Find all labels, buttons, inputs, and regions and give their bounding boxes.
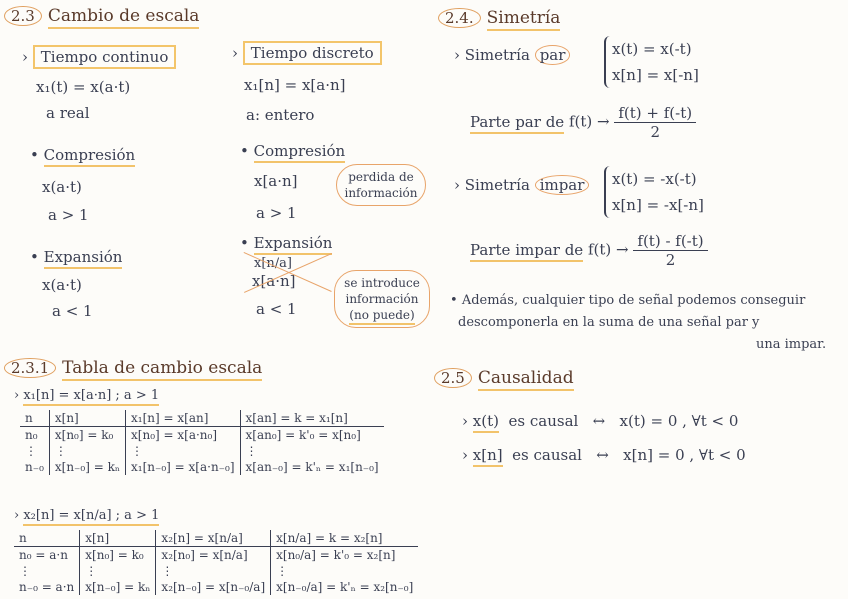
- info-introduced-text: se introduce información: [344, 276, 420, 306]
- table-header-cell: x[an] = k = x₁[n]: [240, 410, 384, 427]
- scale-table-1: [20, 410, 384, 475]
- even-eq-discrete: x[n] = x[-n]: [612, 66, 699, 84]
- table-header-row: [20, 410, 384, 427]
- compression-heading: • Compresión: [30, 146, 135, 164]
- table-cell: n₀: [25, 428, 38, 442]
- table-cell: n₋₀: [25, 460, 44, 474]
- discrete-expansion-heading: • Expansión: [240, 234, 332, 252]
- table-cell: x₂[n₋₀] = x[n₋₀/a]: [156, 579, 271, 595]
- table-cell: n₀ = a·n: [19, 548, 68, 562]
- section-title: Tabla de cambio escala: [62, 358, 262, 381]
- odd-symmetry-label: › Simetría impar: [454, 176, 589, 194]
- table-cell: ⋮: [19, 564, 31, 578]
- section-title: Cambio de escala: [48, 6, 200, 29]
- continuous-eq: x₁(t) = x(a·t): [36, 78, 131, 96]
- discrete-expansion-cond: a < 1: [256, 300, 297, 318]
- compression-cond: a > 1: [48, 206, 89, 224]
- odd-eq-continuous: x(t) = -x(-t): [612, 170, 697, 188]
- table-cell: n₋₀ = a·n: [19, 580, 75, 594]
- causal-condition: x(t) = 0 , ∀t < 0: [619, 412, 739, 430]
- section-2-3-1-heading: [4, 358, 262, 378]
- table-header-cell: x₁[n] = x[an]: [126, 410, 240, 427]
- causal-discrete-line: › x[n] es causal ↔ x[n] = 0 , ∀t < 0: [462, 446, 746, 464]
- discrete-time-label: Tiempo discreto: [243, 41, 382, 65]
- table-row: [20, 443, 384, 459]
- discrete-eq: x₁[n] = x[a·n]: [244, 76, 346, 94]
- table-cell: ⋮: [156, 563, 271, 579]
- table-cell: ⋮: [80, 563, 156, 579]
- table-cell: x[an₋₀] = k'ₙ = x₁[n₋₀]: [240, 459, 384, 475]
- even-part-label: Parte par de: [470, 113, 564, 134]
- table-row: [14, 579, 418, 595]
- compression-eq: x(a·t): [42, 178, 82, 196]
- table1-heading: › x₁[n] = x[a·n] ; a > 1: [14, 388, 159, 403]
- table-header-cell: x[n]: [49, 410, 125, 427]
- table-row: [20, 459, 384, 475]
- section-number: 2.3.1: [4, 358, 56, 378]
- table-header-cell: x[n/a] = k = x₂[n]: [271, 530, 419, 547]
- table-cell: ⋮: [126, 443, 240, 459]
- even-part-line: Parte par de f(t) → $\frac{f(t) + f(-t)}{2}$: [470, 104, 696, 141]
- table-header-cell: n: [20, 410, 49, 427]
- discrete-time-heading: › Tiempo discreto: [232, 44, 382, 62]
- iff-arrow-icon: ↔: [592, 412, 606, 430]
- table2-heading: › x₂[n] = x[n/a] ; a > 1: [14, 508, 159, 523]
- odd-eq-discrete: x[n] = -x[-n]: [612, 196, 704, 214]
- table-cell: x[n₀/a] = k'₀ = x₂[n]: [271, 547, 419, 564]
- iff-arrow-icon: ↔: [596, 446, 609, 464]
- table-cell: ⋮: [49, 443, 125, 459]
- causal-condition: x[n] = 0 , ∀t < 0: [623, 446, 746, 464]
- odd-part-line: Parte impar de f(t) → $\frac{f(t) - f(-t)}{2}$: [470, 232, 708, 269]
- scale-table-2: [14, 530, 418, 595]
- even-word: par: [535, 45, 571, 65]
- continuous-a-real: a real: [46, 104, 90, 122]
- note-line-3: una impar.: [756, 337, 827, 352]
- table-cell: ⋮: [240, 443, 384, 459]
- section-2-3-heading: [4, 6, 199, 26]
- table-cell: x[n₀] = k₀: [49, 427, 125, 444]
- note-line-1: Además, cualquier tipo de señal podemos conseguir: [461, 293, 806, 308]
- even-symmetry-label: › Simetría par: [454, 46, 570, 64]
- table-row: [20, 427, 384, 444]
- odd-word: impar: [535, 175, 590, 195]
- expansion-heading: • Expansión: [30, 248, 122, 266]
- table-row: [14, 563, 418, 579]
- table-cell: x[n₀] = k₀: [80, 547, 156, 564]
- causal-signal: x(t): [473, 412, 499, 433]
- even-part-fraction: $\frac{f(t) + f(-t)}{2}$: [614, 104, 696, 141]
- decomposition-note: • Además, cualquier tipo de señal podemos conseguir descomponerla en la suma de una señal par y una impar.: [450, 290, 826, 356]
- section-2-4-heading: [438, 8, 560, 28]
- info-loss-note: perdida de información: [336, 164, 426, 206]
- odd-part-fraction: $\frac{f(t) - f(-t)}{2}$: [633, 232, 707, 269]
- section-number: 2.4.: [438, 8, 481, 28]
- table-cell: x[n₋₀/a] = k'ₙ = x₂[n₋₀]: [271, 579, 419, 595]
- table-cell: x[n₀] = x[a·n₀]: [126, 427, 240, 444]
- table-header-row: [14, 530, 418, 547]
- section-title: Causalidad: [478, 368, 574, 391]
- odd-definition: [604, 166, 704, 218]
- expansion-eq: x(a·t): [42, 276, 82, 294]
- discrete-compression-eq: x[a·n]: [254, 172, 298, 190]
- section-title: Simetría: [487, 8, 561, 31]
- even-eq-continuous: x(t) = x(-t): [612, 40, 692, 58]
- table-cell: x₁[n₋₀] = x[a·n₋₀]: [126, 459, 240, 475]
- section-number: 2.3: [4, 6, 42, 26]
- discrete-compression-cond: a > 1: [256, 204, 297, 222]
- causal-continuous-line: › x(t) es causal ↔ x(t) = 0 , ∀t < 0: [462, 412, 738, 430]
- table-cell: x₂[n₀] = x[n/a]: [156, 547, 271, 564]
- discrete-expansion-eq-alt: x[n/a]: [254, 256, 292, 271]
- causal-signal: x[n]: [473, 446, 503, 467]
- table-cell: ⋮: [25, 444, 37, 458]
- table-header-cell: x[n]: [80, 530, 156, 547]
- section-2-5-heading: [434, 368, 574, 388]
- info-introduced-note: [334, 270, 430, 328]
- discrete-a-entero: a: entero: [246, 106, 315, 124]
- table-cell: x[n₋₀] = kₙ: [80, 579, 156, 595]
- continuous-time-heading: › Tiempo continuo: [22, 48, 176, 66]
- section-number: 2.5: [434, 368, 472, 388]
- table-header-cell: n: [14, 530, 80, 547]
- not-possible-text: (no puede): [349, 308, 414, 325]
- discrete-compression-heading: • Compresión: [240, 142, 345, 160]
- table-row: [14, 547, 418, 564]
- table-cell: x[an₀] = k'₀ = x[n₀]: [240, 427, 384, 444]
- table-cell: ⋮: [271, 563, 419, 579]
- continuous-time-label: Tiempo continuo: [33, 45, 177, 69]
- table-header-cell: x₂[n] = x[n/a]: [156, 530, 271, 547]
- table-cell: x[n₋₀] = kₙ: [49, 459, 125, 475]
- discrete-expansion-eq: x[a·n]: [252, 272, 296, 290]
- note-line-2: descomponerla en la suma de una señal par y: [458, 315, 760, 330]
- even-definition: [604, 36, 699, 88]
- odd-part-label: Parte impar de: [470, 241, 583, 262]
- expansion-cond: a < 1: [52, 302, 93, 320]
